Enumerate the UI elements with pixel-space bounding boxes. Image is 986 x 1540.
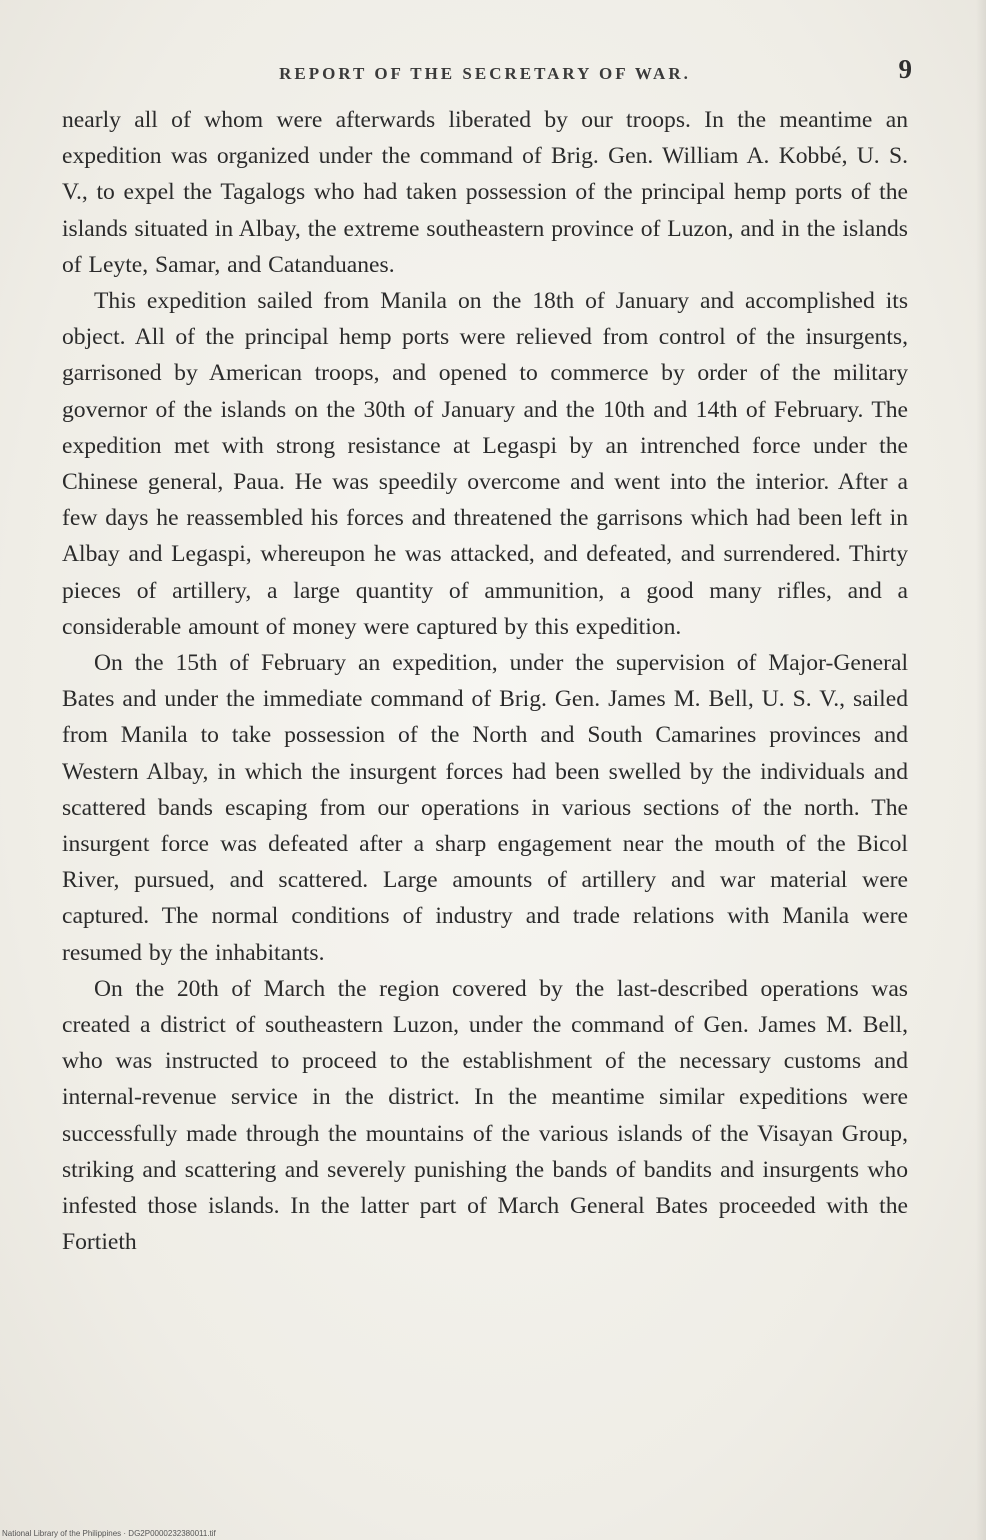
page-number: 9	[898, 54, 912, 84]
page-header	[60, 54, 912, 94]
paragraph-continuation: nearly all of whom were afterwards liberated by our troops. In the meantime an expedition was organized under the command of Brig. Gen. William A. Kobbé, U. S. V., to expel the Tagalogs who had taken possession of the principal hemp ports of the islands situated in Albay, the extreme southeastern province of Luzon, and in the islands of Leyte, Samar, and Catanduanes.	[62, 107, 908, 278]
body-text	[62, 102, 908, 1261]
paragraph-bell-expedition: On the 15th of February an expedition, under the supervision of Major-General Bates and under the immediate command of Brig. Gen. James M. Bell, U. S. V., sailed from Manila to take possession of the North and South Camarines provinces and Western Albay, in which the insurgent forces had been swelled by the individuals and scattered bands escaping from our operations in various sections of the north. The insurgent force was defeated after a sharp engagement near the mouth of the Bicol River, pursued, and scattered. Large amounts of artillery and war material were captured. The normal conditions of industry and trade relations with Manila were resumed by the inhabitants.	[62, 650, 908, 966]
page-edge-shadow	[976, 0, 986, 1540]
running-head: REPORT OF THE SECRETARY OF WAR.	[279, 64, 691, 83]
scan-source-note: National Library of the Philippines · DG2P0000232380011.tif	[2, 1529, 216, 1538]
paragraph-kobbe-expedition: This expedition sailed from Manila on the 18th of January and accomplished its object. All of the principal hemp ports were relieved from control of the insurgents, garrisoned by American troops, and opened to commerce by order of the military governor of the islands on the 30th of January and the 10th and 14th of February. The expedition met with strong resistance at Legaspi by an intrenched force under the Chinese general, Paua. He was speedily overcome and went into the interior. After a few days he reassembled his forces and threatened the garrisons which had been left in Albay and Legaspi, whereupon he was attacked, and defeated, and surrendered. Thirty pieces of artillery, a large quantity of ammunition, a good many rifles, and a considerable amount of money were captured by this expedition.	[62, 288, 908, 640]
paragraph-southeastern-luzon-district: On the 20th of March the region covered by the last-described operations was created a district of southeastern Luzon, under the command of Gen. James M. Bell, who was instructed to proceed to the establishment of the necessary customs and internal-revenue service in the district. In the meantime similar expeditions were successfully made through the mountains of the various islands of the Visayan Group, striking and scattering and severely punishing the bands of bandits and insurgents who infested those islands. In the latter part of March General Bates proceeded with the Fortieth	[62, 975, 908, 1256]
